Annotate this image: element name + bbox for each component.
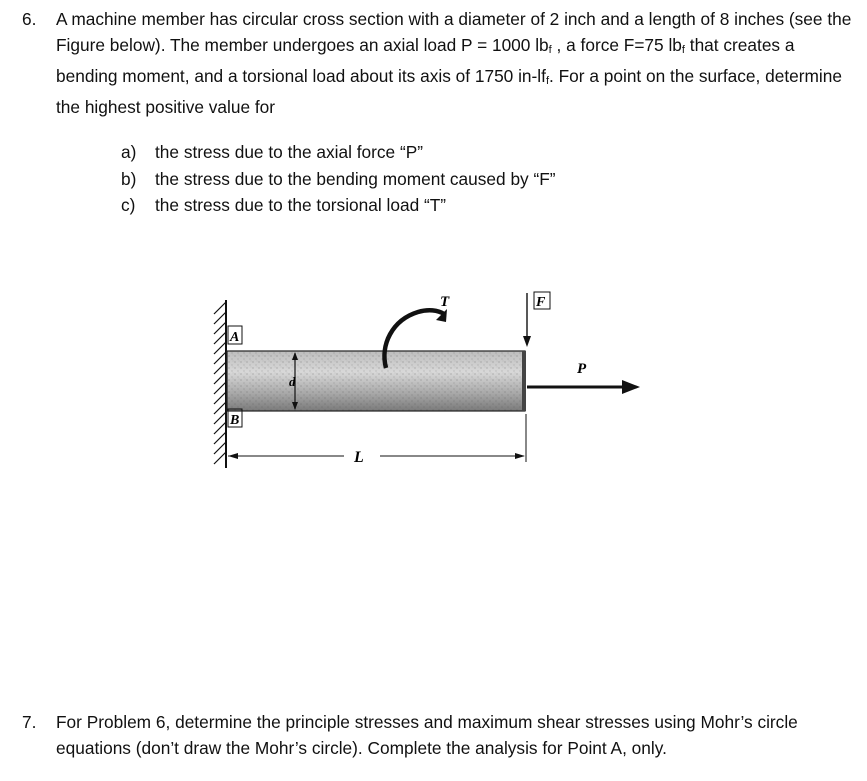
part-b-label: b) xyxy=(121,168,137,189)
problem-6-number: 6. xyxy=(22,9,37,29)
problem-6-text-3: that creates a bending moment, and a torsional load about its axis of 1750 in-lf xyxy=(56,35,795,86)
part-a-text: the stress due to the axial force “P” xyxy=(155,142,423,162)
label-p: P xyxy=(577,361,587,377)
subscript-f-1: f xyxy=(548,44,552,56)
length-dimension xyxy=(228,414,526,462)
problem-6-text-1: A machine member has circular cross section with a diameter of 2 inch and a length of 8 inches (see the Figure below). The member undergoes an axial load P = 1000 lb xyxy=(56,9,852,55)
label-d: d xyxy=(289,374,296,389)
problem-7-number: 7. xyxy=(22,712,37,732)
axial-load-p-arrow xyxy=(527,380,640,394)
subscript-f-3: f xyxy=(545,75,550,87)
problem-7-statement: For Problem 6, determine the principle stresses and maximum shear stresses using Mohr’s circle equations (don’t draw the Mohr’s circle). Complete the analysis for Point A, only. xyxy=(56,712,798,758)
part-b-text: the stress due to the bending moment caused by “F” xyxy=(155,168,556,189)
label-t: T xyxy=(440,294,450,310)
label-b: B xyxy=(230,413,240,428)
part-c-label: c) xyxy=(121,195,136,215)
fixed-wall-support xyxy=(214,300,226,468)
problem-6-text-2: , a force F=75 lb xyxy=(551,35,682,55)
label-a: A xyxy=(230,330,240,345)
part-c-text: the stress due to the torsional load “T” xyxy=(155,195,447,215)
problem-6-text-4: . For a point on the surface, determine the highest positive value for xyxy=(56,66,842,117)
label-l: L xyxy=(354,449,364,466)
label-f: F xyxy=(536,295,546,310)
beam-member xyxy=(227,351,526,411)
problem-7 xyxy=(22,709,852,761)
subscript-f-2: f xyxy=(681,44,685,56)
part-a-label: a) xyxy=(121,142,137,162)
